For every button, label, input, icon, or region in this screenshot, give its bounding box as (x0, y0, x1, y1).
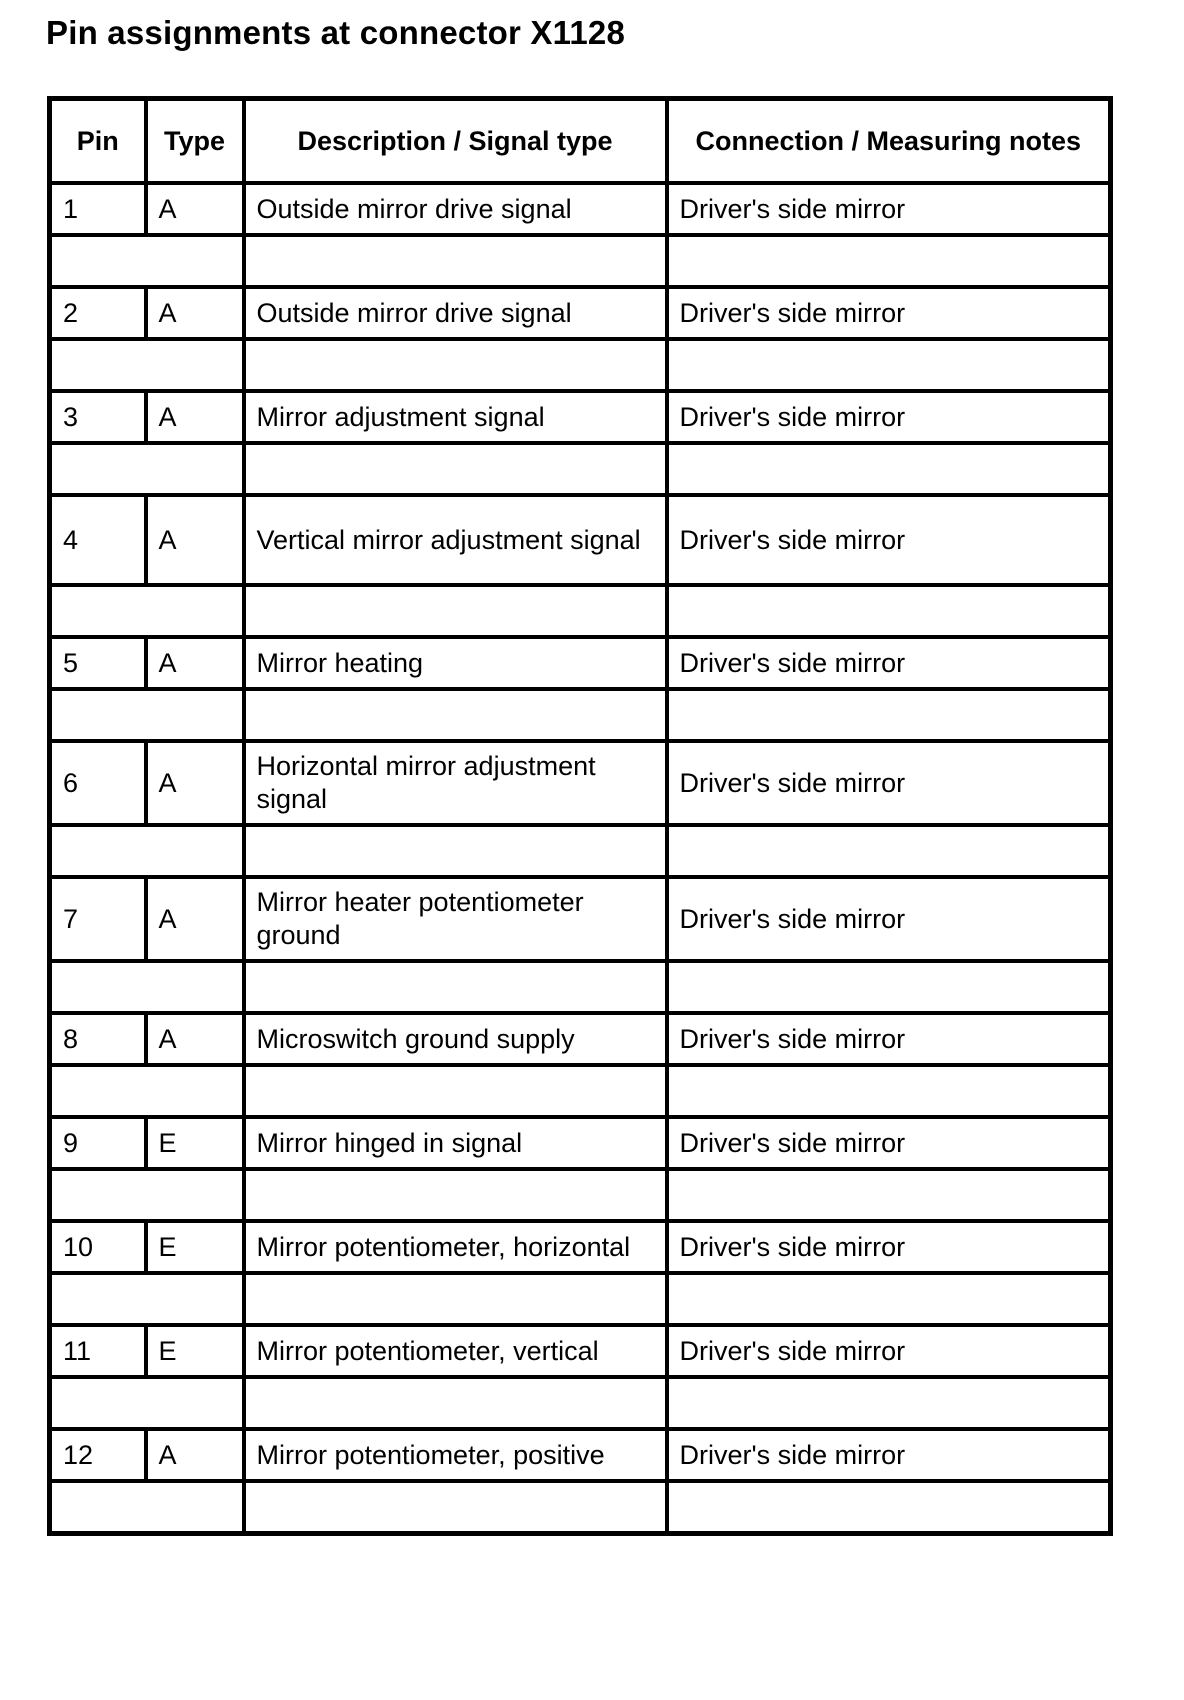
connection-cell: Driver's side mirror (667, 741, 1111, 825)
table-row (50, 1429, 1111, 1481)
pin-cell: 5 (50, 637, 146, 689)
header-description: Description / Signal type (244, 99, 667, 184)
description-cell: Vertical mirror adjustment signal (244, 495, 667, 585)
type-cell: A (146, 1429, 244, 1481)
connection-cell: Driver's side mirror (667, 1013, 1111, 1065)
connection-cell: Driver's side mirror (667, 287, 1111, 339)
spacer-row (50, 1377, 1111, 1429)
pin-cell: 2 (50, 287, 146, 339)
spacer-row (50, 339, 1111, 391)
pin-cell: 3 (50, 391, 146, 443)
spacer-row (50, 825, 1111, 877)
pin-assignment-table (47, 96, 1113, 1536)
connection-cell: Driver's side mirror (667, 1429, 1111, 1481)
spacer-row (50, 689, 1111, 741)
spacer-row (50, 1273, 1111, 1325)
type-cell: E (146, 1221, 244, 1273)
header-type: Type (146, 99, 244, 184)
connection-cell: Driver's side mirror (667, 183, 1111, 235)
connection-cell: Driver's side mirror (667, 877, 1111, 961)
pin-cell: 8 (50, 1013, 146, 1065)
type-cell: A (146, 287, 244, 339)
pin-cell: 7 (50, 877, 146, 961)
pin-cell: 10 (50, 1221, 146, 1273)
table-row (50, 391, 1111, 443)
connection-cell: Driver's side mirror (667, 391, 1111, 443)
type-cell: A (146, 637, 244, 689)
description-cell: Mirror heater potentiometer ground (244, 877, 667, 961)
type-cell: E (146, 1117, 244, 1169)
table-row (50, 287, 1111, 339)
connection-cell: Driver's side mirror (667, 495, 1111, 585)
table-row (50, 1325, 1111, 1377)
type-cell: A (146, 391, 244, 443)
pin-cell: 12 (50, 1429, 146, 1481)
description-cell: Outside mirror drive signal (244, 183, 667, 235)
type-cell: E (146, 1325, 244, 1377)
description-cell: Mirror hinged in signal (244, 1117, 667, 1169)
connection-cell: Driver's side mirror (667, 1325, 1111, 1377)
spacer-row (50, 1481, 1111, 1534)
type-cell: A (146, 877, 244, 961)
description-cell: Mirror potentiometer, positive (244, 1429, 667, 1481)
table-row (50, 183, 1111, 235)
description-cell: Mirror potentiometer, horizontal (244, 1221, 667, 1273)
type-cell: A (146, 495, 244, 585)
spacer-row (50, 1169, 1111, 1221)
table-row (50, 741, 1111, 825)
description-cell: Mirror heating (244, 637, 667, 689)
table-row (50, 637, 1111, 689)
pin-cell: 6 (50, 741, 146, 825)
spacer-row (50, 585, 1111, 637)
pin-cell: 4 (50, 495, 146, 585)
table-row (50, 1221, 1111, 1273)
spacer-row (50, 1065, 1111, 1117)
page-title: Pin assignments at connector X1128 (46, 14, 626, 51)
description-cell: Mirror potentiometer, vertical (244, 1325, 667, 1377)
description-cell: Outside mirror drive signal (244, 287, 667, 339)
table-row (50, 1117, 1111, 1169)
description-cell: Horizontal mirror adjustment signal (244, 741, 667, 825)
type-cell: A (146, 183, 244, 235)
pin-cell: 11 (50, 1325, 146, 1377)
spacer-row (50, 961, 1111, 1013)
spacer-row (50, 443, 1111, 495)
header-pin: Pin (50, 99, 146, 184)
pin-cell: 1 (50, 183, 146, 235)
type-cell: A (146, 1013, 244, 1065)
connection-cell: Driver's side mirror (667, 637, 1111, 689)
description-cell: Mirror adjustment signal (244, 391, 667, 443)
type-cell: A (146, 741, 244, 825)
pin-cell: 9 (50, 1117, 146, 1169)
connection-cell: Driver's side mirror (667, 1221, 1111, 1273)
table-row (50, 877, 1111, 961)
table-row (50, 1013, 1111, 1065)
table-row (50, 495, 1111, 585)
table-header-row (50, 99, 1111, 184)
spacer-row (50, 235, 1111, 287)
header-connection: Connection / Measuring notes (667, 99, 1111, 184)
description-cell: Microswitch ground supply (244, 1013, 667, 1065)
connection-cell: Driver's side mirror (667, 1117, 1111, 1169)
